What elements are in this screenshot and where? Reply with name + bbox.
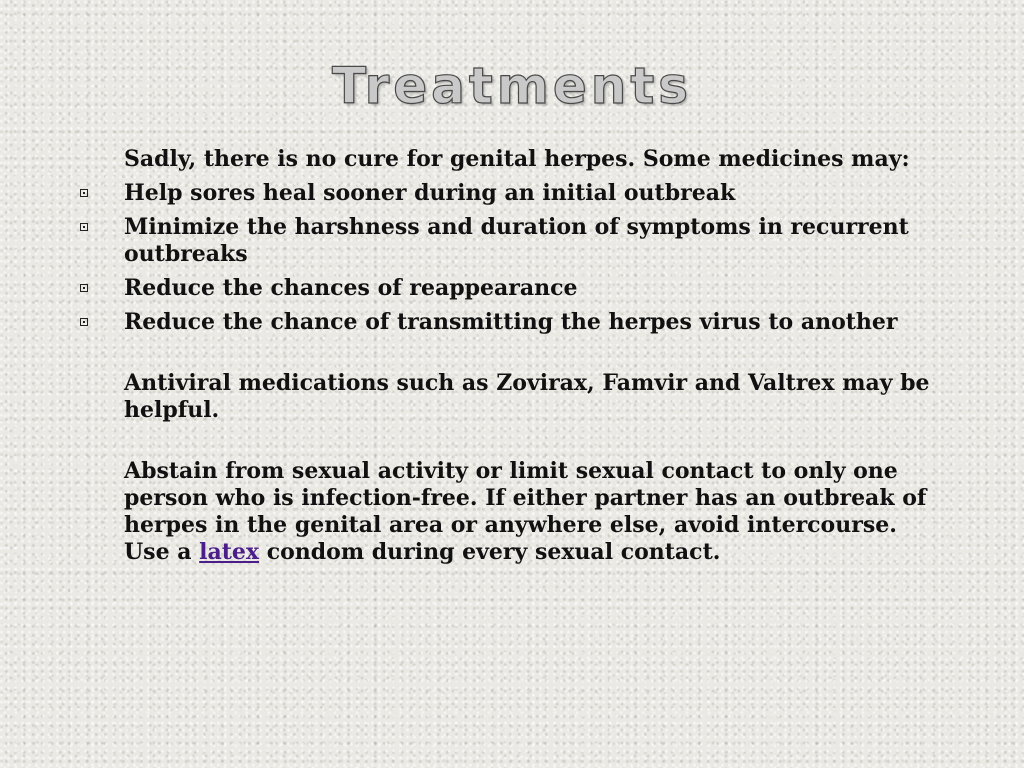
square-bullet-icon [80,318,88,326]
abstain-text: Abstain from sexual activity or limit sexual contact to only one person who is infection-free. If either partner has an outbreak of herpes in the genital area or anywhere else, avoid intercourse. [124,458,927,538]
square-bullet-icon [80,223,88,231]
bullet-text: Reduce the chances of reappearance [124,275,578,301]
bullet-text: Help sores heal sooner during an initial outbreak [124,180,736,206]
latex-line-suffix: condom during every sexual contact. [259,539,721,565]
bullet-text: Reduce the chance of transmitting the herpes virus to another [124,309,898,335]
list-item [124,180,974,207]
antiviral-paragraph: Antiviral medications such as Zovirax, Famvir and Valtrex may be helpful. [124,370,930,423]
bullet-list [124,180,974,336]
list-item [124,214,974,268]
bullet-text: Minimize the harshness and duration of symptoms in recurrent outbreaks [124,214,909,267]
square-bullet-icon [80,284,88,292]
list-item [124,309,974,336]
slide-title: Treatments [331,57,693,115]
latex-line-prefix: Use a [124,539,200,565]
square-bullet-icon [80,189,88,197]
abstain-paragraph [124,458,974,566]
intro-text: Sadly, there is no cure for genital herpes. Some medicines may: [124,146,910,172]
slide-body [124,146,974,566]
spacer [124,343,974,370]
spacer [124,431,974,458]
latex-link[interactable]: latex [199,539,260,565]
list-item [124,275,974,302]
